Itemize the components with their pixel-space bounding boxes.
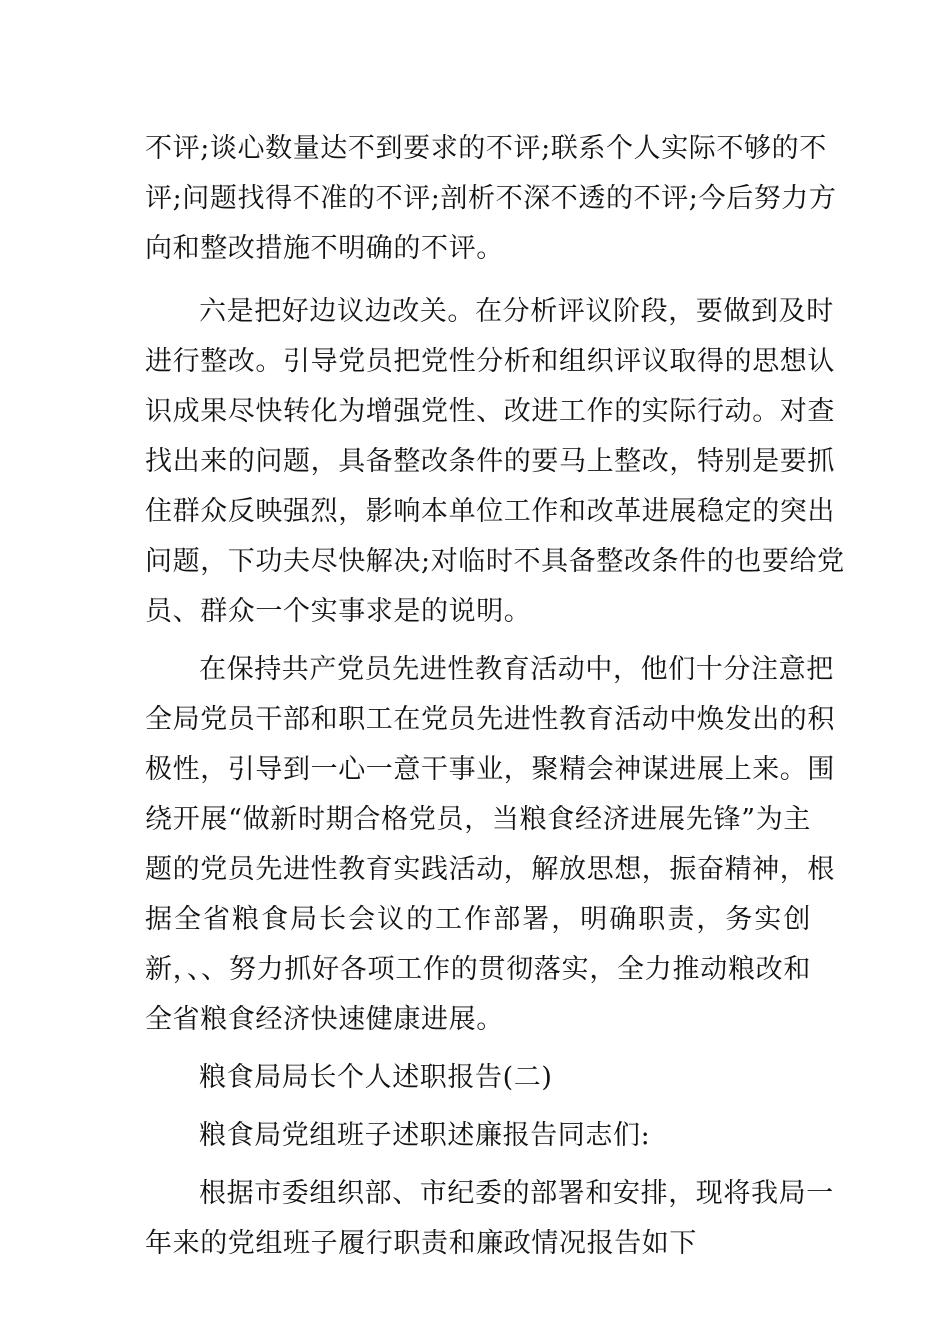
text-line: 六是把好边议边改关。在分析评议阶段，要做到及时 [199, 296, 834, 327]
text-line: 极性，引导到一心一意干事业，聚精会神谋进展上来。围 [145, 754, 835, 785]
text-line: 问题，下功夫尽快解决;对临时不具备整改条件的也要给党 [145, 546, 845, 577]
text-line: 全省粮食经济快速健康进展。 [145, 1004, 504, 1035]
text-line: 评;问题找得不准的不评;剖析不深不透的不评;今后努力方 [145, 183, 837, 214]
text-line: 根据市委组织部、市纪委的部署和安排，现将我局一 [199, 1178, 834, 1209]
text-line: 找出来的问题，具备整改条件的要马上整改，特别是要抓 [145, 446, 835, 477]
text-line: 绕开展“做新时期合格党员，当粮食经济进展先锋”为主 [145, 804, 811, 835]
text-line: 新，、、努力抓好各项工作的贯彻落实，全力推动粮改和 [145, 954, 811, 985]
text-line: 年来的党组班子履行职责和廉政情况报告如下 [145, 1228, 697, 1259]
text-line: 识成果尽快转化为增强党性、改进工作的实际行动。对查 [145, 396, 835, 427]
text-line: 员、群众一个实事求是的说明。 [145, 596, 532, 627]
document-page [145, 124, 845, 1269]
text-line: 住群众反映强烈，影响本单位工作和改革进展稳定的突出 [145, 496, 835, 527]
text-line: 据全省粮食局长会议的工作部署，明确职责，务实创 [145, 904, 811, 935]
text-line: 在保持共产党员先进性教育活动中，他们十分注意把 [199, 654, 834, 685]
text-line: 向和整改措施不明确的不评。 [145, 233, 504, 264]
text-line: 题的党员先进性教育实践活动，解放思想，振奋精神，根 [145, 854, 835, 885]
section-title: 粮食局局长个人述职报告(二) [199, 1062, 553, 1093]
text-line: 不评;谈心数量达不到要求的不评;联系个人实际不够的不 [145, 133, 827, 164]
text-line: 进行整改。引导党员把党性分析和组织评议取得的思想认 [145, 346, 835, 377]
text-line: 全局党员干部和职工在党员先进性教育活动中焕发出的积 [145, 704, 835, 735]
report-heading: 粮食局党组班子述职述廉报告同志们: [199, 1120, 651, 1151]
